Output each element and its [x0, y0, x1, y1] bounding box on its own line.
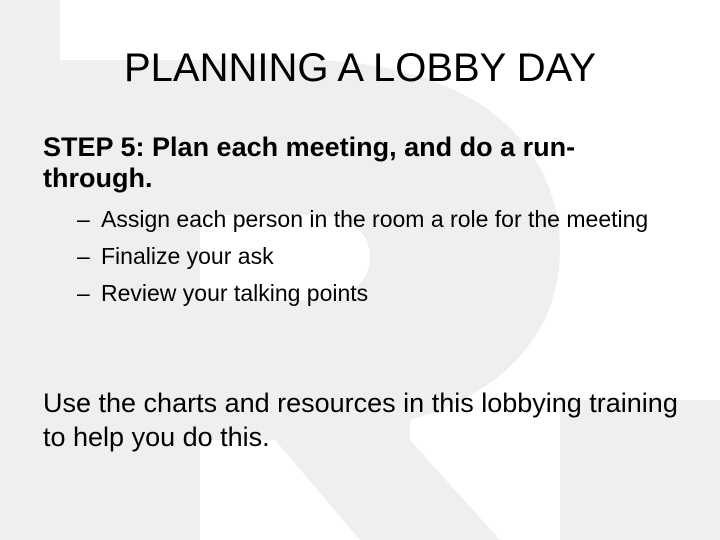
- list-item-text: Assign each person in the room a role for the meeting: [101, 206, 649, 232]
- list-item: [77, 206, 687, 233]
- dash-bullet: –: [77, 280, 90, 306]
- list-item-text: Finalize your ask: [101, 243, 274, 269]
- dash-bullet: –: [77, 243, 90, 269]
- closing-text: Use the charts and resources in this lobbying training to help you do this.: [43, 388, 678, 452]
- slide-title: PLANNING A LOBBY DAY: [123, 46, 597, 90]
- dash-bullet: –: [77, 206, 90, 232]
- list-item: [77, 280, 687, 307]
- list-item-text: Review your talking points: [101, 280, 369, 306]
- step-sublist: [77, 206, 687, 317]
- list-item: [77, 243, 687, 270]
- step-heading: STEP 5: Plan each meeting, and do a run-through.: [43, 132, 576, 193]
